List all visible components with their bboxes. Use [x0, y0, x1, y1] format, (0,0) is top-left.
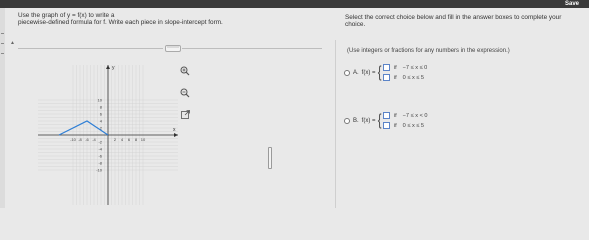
x-tick-label: 10: [140, 137, 146, 142]
choice-b-pieces: [383, 112, 428, 129]
choice-a-radio[interactable]: [344, 70, 350, 76]
brace: {: [377, 111, 382, 129]
y-axis-arrow: [106, 65, 110, 69]
if-label: if: [393, 122, 397, 129]
choice-b-letter: B.: [353, 117, 359, 124]
instruction-line-1: Select the correct choice below and fill in the answer boxes to complete your: [345, 14, 562, 21]
if-label: if: [393, 112, 397, 119]
y-tick-label: 2: [99, 125, 102, 131]
save-button[interactable]: Save: [564, 1, 579, 7]
y-axis-label: y: [112, 65, 115, 71]
answer-box[interactable]: [383, 122, 390, 129]
brace: {: [377, 63, 382, 81]
x-tick-label: -10: [70, 137, 76, 142]
choice-b-fx: f(x) =: [361, 117, 376, 124]
if-label: if: [393, 74, 397, 81]
y-tick-label: 10: [97, 97, 102, 103]
top-bar: [0, 0, 589, 8]
piece-condition: 0 ≤ x ≤ 5: [402, 122, 425, 129]
side-marker: [1, 43, 4, 44]
question-text: [18, 12, 308, 27]
popout-icon[interactable]: [181, 110, 190, 121]
y-tick-label: -6: [98, 153, 102, 159]
drag-handle[interactable]: [268, 147, 272, 169]
divider: [182, 48, 322, 49]
y-tick-label: 8: [99, 104, 102, 110]
y-tick-label: -10: [96, 167, 102, 173]
left-side-panel: [0, 8, 5, 208]
choice-a[interactable]: [344, 64, 427, 81]
piece-condition: −7 ≤ x < 0: [402, 112, 428, 119]
side-marker: [1, 33, 4, 34]
hint-text: (Use integers or fractions for any numbers in the expression.): [347, 48, 510, 54]
coordinate-graph: [33, 60, 183, 210]
y-tick-label: 4: [99, 118, 102, 124]
x-axis-label: x: [173, 127, 176, 133]
choice-b-radio[interactable]: [344, 118, 350, 124]
question-line-2: piecewise-defined formula for f. Write each piece in slope-intercept form.: [18, 19, 223, 27]
answer-box[interactable]: [383, 64, 390, 71]
expand-dots-button[interactable]: ⋯⋯: [167, 45, 179, 51]
choice-a-fx: f(x) =: [361, 69, 376, 76]
x-tick-label: 4: [120, 137, 124, 142]
answer-box[interactable]: [383, 112, 390, 119]
x-tick-label: 2: [113, 137, 117, 142]
zoom-out-icon[interactable]: [180, 88, 190, 100]
y-tick-label: -2: [98, 139, 102, 145]
caret-up-icon[interactable]: ▲: [10, 40, 15, 46]
y-tick-label: -8: [98, 160, 102, 166]
choice-a-letter: A.: [353, 69, 359, 76]
divider: [18, 48, 163, 49]
x-tick-label: 6: [127, 137, 131, 142]
y-tick-label: -4: [98, 146, 102, 152]
x-axis-arrow: [174, 133, 178, 137]
panel-separator: [335, 40, 336, 208]
if-label: if: [393, 64, 397, 71]
choice-b[interactable]: [344, 112, 428, 129]
piece-row: [383, 74, 427, 81]
piece-row: [383, 122, 428, 129]
zoom-in-icon[interactable]: [180, 66, 190, 78]
x-tick-label: -8: [78, 137, 82, 142]
piece-condition: −7 ≤ x ≤ 0: [402, 64, 428, 71]
instruction-line-2: choice.: [345, 21, 366, 29]
answer-box[interactable]: [383, 74, 390, 81]
piece-condition: 0 ≤ x ≤ 5: [402, 74, 425, 81]
piece-row: [383, 112, 428, 119]
side-marker: [1, 53, 4, 54]
answer-instructions: [345, 14, 585, 29]
y-tick-label: 6: [99, 111, 102, 117]
question-line-1: Use the graph of y = f(x) to write a: [18, 12, 115, 19]
choice-a-pieces: [383, 64, 427, 81]
graph-svg: [33, 60, 183, 205]
x-tick-label: -4: [92, 137, 96, 142]
x-tick-label: -6: [85, 137, 89, 142]
piece-row: [383, 64, 427, 71]
x-tick-label: 8: [134, 137, 138, 142]
